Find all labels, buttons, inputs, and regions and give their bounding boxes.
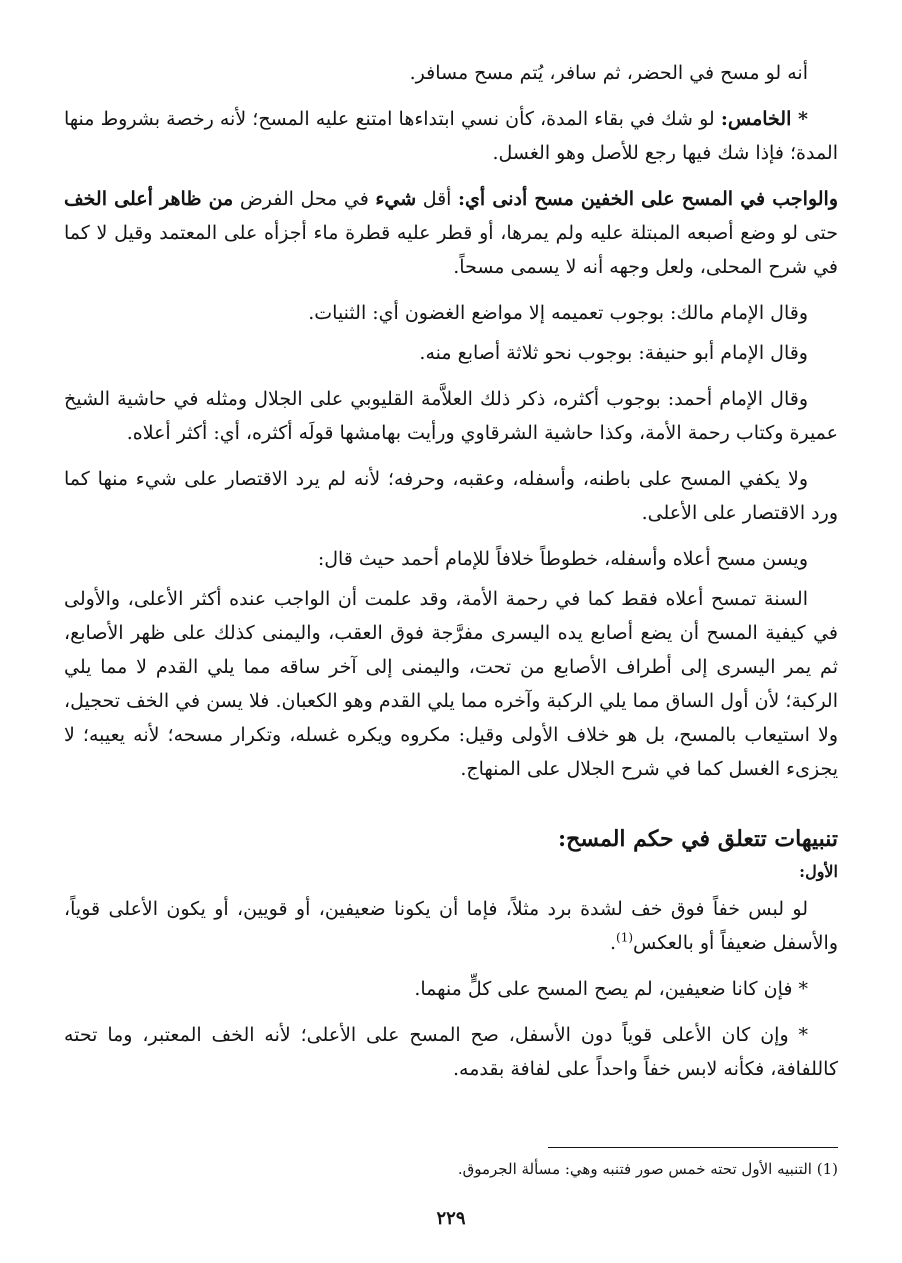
paragraph-9: السنة تمسح أعلاه فقط كما في رحمة الأمة، وقد علمت أن الواجب عنده أكثر الأعلى، والأولى في كيفية المسح أن يضع أصابع يده اليسرى مفرَّجة فوق العقب، واليمنى كذلك على ظهر الأصابع، ثم يمر اليسرى إلى أطراف الأصابع من تحت، واليمنى إلى آخر ساقه مما يلي القدم لا مما يلي الركبة؛ لأن أول الساق مما يلي الركبة وآخره مما يلي القدم وهو الكعبان. فلا يسن في الخف تحجيل، ولا استيعاب بالمسح، بل هو خلاف الأولى وقيل: مكروه ويكره غسله، وتكرار مسحه؛ لأنه يعيبه؛ لا يجزىء الغسل كما في شرح الجلال على المنهاج. bbox=[64, 588, 838, 780]
paragraph-7: ولا يكفي المسح على باطنه، وأسفله، وعقبه، وحرفه؛ لأنه لم يرد الاقتصار على شيء منها كما ورد الاقتصار على الأعلى. bbox=[64, 468, 838, 524]
paragraph-2: * الخامس: لو شك في بقاء المدة، كأن نسي ابتداءها امتنع عليه المسح؛ لأنه رخصة بشروط منها المدة؛ فإذا شك فيها رجع للأصل وهو الغسل. bbox=[64, 108, 838, 164]
paragraph-6: وقال الإمام أحمد: بوجوب أكثره، ذكر ذلك العلاَّمة القليوبي على الجلال ومثله في حاشية الشيخ عميرة وكتاب رحمة الأمة، وكذا حاشية الشرقاوي ورأيت بهامشها قولَه أكثره، أي: أكثر أعلاه. bbox=[64, 388, 838, 444]
paragraph-1: أنه لو مسح في الحضر، ثم سافر، يُتم مسح مسافر. bbox=[409, 62, 808, 84]
footnote-reference[interactable]: (1) bbox=[616, 930, 634, 945]
paragraph-5: وقال الإمام أبو حنيفة: بوجوب نحو ثلاثة أصابع منه. bbox=[419, 342, 808, 364]
subsection-heading: الأول: bbox=[799, 862, 838, 881]
paragraph-12: * وإن كان الأعلى قوياً دون الأسفل، صح المسح على الأعلى؛ لأنه الخف المعتبر، وما تحته كاللفافة، فكأنه لابس خفاً واحداً على لفافة بقدمه. bbox=[64, 1024, 838, 1080]
item-lead-fifth: * الخامس: bbox=[720, 108, 808, 130]
paragraph-4: وقال الإمام مالك: بوجوب تعميمه إلا مواضع الغضون أي: الثنيات. bbox=[308, 302, 808, 324]
paragraph-10: لو لبس خفاً فوق خف لشدة برد مثلاً، فإما أن يكونا ضعيفين، أو قويين، أو يكون الأعلى قوياً، والأسفل ضعيفاً أو بالعكس$^{(1)}$. bbox=[64, 898, 838, 954]
footnote-marker: (1) bbox=[816, 1160, 838, 1178]
paragraph-3: والواجب في المسح على الخفين مسح أدنى أي: أقل شيء في محل الفرض من ظاهر أعلى الخف حتى لو وضع أصبعه المبتلة عليه ولم يمرها، أو قطر عليه قطرة ماء أجزأه على المعتمد وقيل لا كما في شرح المحلى، ولعل وجهه أنه لا يسمى مسحاً. bbox=[64, 188, 838, 278]
footnote bbox=[64, 1156, 838, 1182]
paragraph-8: ويسن مسح أعلاه وأسفله، خطوطاً خلافاً للإمام أحمد حيث قال: bbox=[317, 548, 808, 570]
footnote-divider bbox=[548, 1147, 838, 1148]
page-number: ٢٢٩ bbox=[436, 1208, 466, 1229]
main-text bbox=[64, 56, 838, 1098]
paragraph-11: * فإن كانا ضعيفين، لم يصح المسح على كلٍّ منهما. bbox=[414, 978, 808, 1000]
section-heading: تنبيهات تتعلق في حكم المسح: bbox=[558, 826, 838, 852]
footnote-text: التنبيه الأول تحته خمس صور فتنبه وهي: مسألة الجرموق. bbox=[457, 1160, 812, 1178]
